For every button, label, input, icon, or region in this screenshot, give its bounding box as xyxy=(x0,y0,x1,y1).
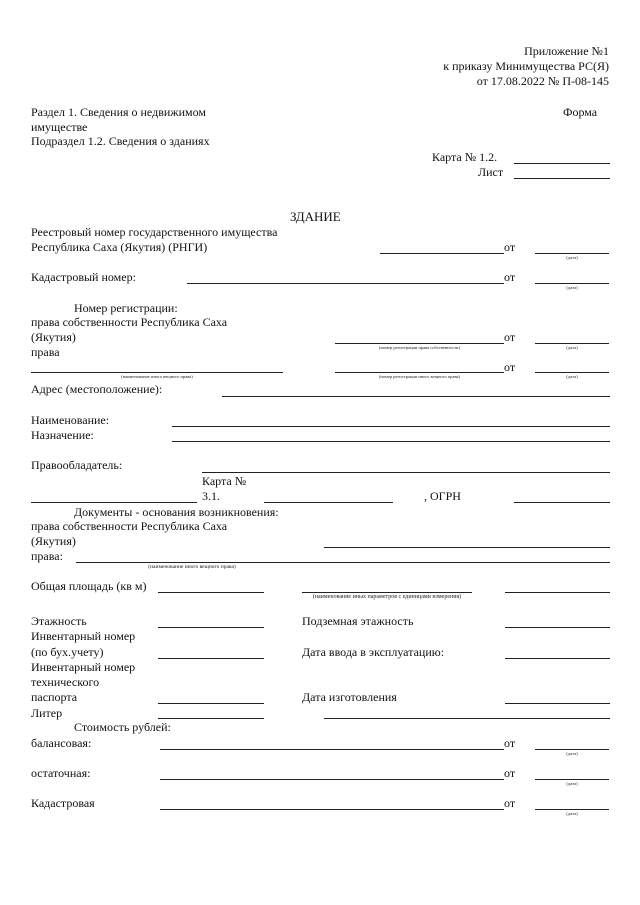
floors-field[interactable] xyxy=(158,627,264,628)
rngi-date-field[interactable] xyxy=(535,253,609,254)
residual-cost-ot: от xyxy=(504,766,516,780)
registration-heading: Номер регистрации: xyxy=(74,301,178,315)
residual-cost-date-caption: (дата) xyxy=(566,781,578,786)
commission-date-field[interactable] xyxy=(505,658,610,659)
other-right-name-caption: (наименование иного вещного права) xyxy=(121,374,193,379)
cadastral-number-field[interactable] xyxy=(187,283,504,284)
order-date: от 17.08.2022 № П-08-145 xyxy=(476,74,609,88)
cadastral-cost-date-field[interactable] xyxy=(535,809,609,810)
registration-right-label: права xyxy=(31,345,60,359)
inventory-number-label: Инвентарный номер xyxy=(31,629,136,643)
cadastral-date-field[interactable] xyxy=(535,283,609,284)
tech-passport-label: Инвентарный номер xyxy=(31,660,136,674)
underground-floors-field[interactable] xyxy=(505,627,610,628)
right-holder-field[interactable] xyxy=(202,472,610,473)
order-reference: к приказу Минимущества РС(Я) xyxy=(443,59,609,73)
documents-right-caption: (наименование иного вещного права) xyxy=(148,564,236,570)
tech-passport-label-end: паспорта xyxy=(31,690,78,704)
liter-label: Литер xyxy=(31,706,63,720)
rngi-label: Реестровый номер государственного имущества xyxy=(31,225,278,239)
ogrn-field[interactable] xyxy=(514,502,610,503)
holder-card-number: 3.1. xyxy=(202,489,220,503)
documents-ownership-label: права собственности Республика Саха xyxy=(31,519,228,533)
tech-passport-label-cont: технического xyxy=(31,675,100,689)
total-area-field[interactable] xyxy=(158,592,264,593)
name-label: Наименование: xyxy=(31,413,110,427)
other-params-caption: (наименование иных параметров с единицами измерения) xyxy=(312,594,462,600)
section-title-cont: имуществе xyxy=(31,120,88,134)
liter-field[interactable] xyxy=(158,718,264,719)
holder-card-field[interactable] xyxy=(264,502,393,503)
cost-heading: Стоимость рублей: xyxy=(74,720,171,734)
sheet-label: Лист xyxy=(478,165,504,179)
balance-cost-date-caption: (дата) xyxy=(566,751,578,756)
inventory-number-label-cont: (по бух.учету) xyxy=(31,645,104,659)
ownership-reg-number-field[interactable] xyxy=(335,343,504,344)
floors-label: Этажность xyxy=(31,614,87,628)
documents-right-label: права: xyxy=(31,549,63,563)
card-number-field[interactable] xyxy=(514,163,610,164)
rngi-field[interactable] xyxy=(380,253,504,254)
commission-date-label: Дата ввода в эксплуатацию: xyxy=(302,645,445,659)
underground-floors-label: Подземная этажность xyxy=(302,614,414,628)
cadastral-date-caption: (дата) xyxy=(566,285,578,290)
other-right-reg-caption: (номер регистрации иного вещного права) xyxy=(378,374,461,379)
rngi-date-caption: (дата) xyxy=(566,255,578,260)
other-right-ot: от xyxy=(504,360,516,374)
address-field[interactable] xyxy=(222,396,610,397)
cadastral-ot: от xyxy=(504,270,516,284)
other-right-name-field[interactable] xyxy=(31,372,283,373)
cadastral-cost-ot: от xyxy=(504,796,516,810)
purpose-label: Назначение: xyxy=(31,428,94,442)
ownership-date-field[interactable] xyxy=(535,343,609,344)
residual-cost-field[interactable] xyxy=(160,779,504,780)
cadastral-cost-field[interactable] xyxy=(160,809,504,810)
other-right-date-field[interactable] xyxy=(535,372,609,373)
other-params-value-field[interactable] xyxy=(505,592,610,593)
ownership-date-caption: (дата) xyxy=(566,345,578,350)
other-params-field[interactable] xyxy=(302,592,472,593)
residual-cost-label: остаточная: xyxy=(31,766,91,780)
rngi-ot: от xyxy=(504,240,516,254)
balance-cost-date-field[interactable] xyxy=(535,749,609,750)
form-label: Форма xyxy=(563,105,598,119)
liter-extra-field[interactable] xyxy=(324,718,610,719)
other-right-date-caption: (дата) xyxy=(566,374,578,379)
right-holder-label: Правообладатель: xyxy=(31,458,123,472)
cadastral-cost-date-caption: (дата) xyxy=(566,811,578,816)
residual-cost-date-field[interactable] xyxy=(535,779,609,780)
name-field[interactable] xyxy=(172,426,610,427)
ownership-ot: от xyxy=(504,330,516,344)
holder-card-label: Карта № xyxy=(202,474,247,488)
address-label: Адрес (местоположение): xyxy=(31,382,163,396)
document-title: ЗДАНИЕ xyxy=(290,209,341,224)
inventory-number-field[interactable] xyxy=(158,658,264,659)
cadastral-number-label: Кадастровый номер: xyxy=(31,270,136,284)
card-number-label: Карта № 1.2. xyxy=(432,150,498,164)
subsection-title: Подраздел 1.2. Сведения о зданиях xyxy=(31,134,210,148)
tech-passport-field[interactable] xyxy=(158,703,264,704)
cadastral-cost-label: Кадастровая xyxy=(31,796,95,810)
documents-heading: Документы - основания возникновения: xyxy=(74,505,279,519)
manufacture-date-label: Дата изготовления xyxy=(302,690,397,704)
holder-prefix-field[interactable] xyxy=(31,502,197,503)
balance-cost-field[interactable] xyxy=(160,749,504,750)
other-right-reg-field[interactable] xyxy=(335,372,504,373)
documents-ownership-label-cont: (Якутия) xyxy=(31,534,76,548)
documents-ownership-field[interactable] xyxy=(324,547,610,548)
balance-cost-label: балансовая: xyxy=(31,736,92,750)
registration-ownership-label: права собственности Республика Саха xyxy=(31,315,228,329)
sheet-field[interactable] xyxy=(514,178,610,179)
registration-ownership-label-cont: (Якутия) xyxy=(31,330,76,344)
ownership-reg-caption: (номер регистрации права собственности) xyxy=(379,345,460,350)
section-title: Раздел 1. Сведения о недвижимом xyxy=(31,105,206,119)
manufacture-date-field[interactable] xyxy=(505,703,610,704)
balance-cost-ot: от xyxy=(504,736,516,750)
documents-right-field[interactable] xyxy=(76,562,610,563)
total-area-label: Общая площадь (кв м) xyxy=(31,579,147,593)
rngi-label-cont: Республика Саха (Якутия) (РНГИ) xyxy=(31,240,208,254)
purpose-field[interactable] xyxy=(172,441,610,442)
appendix-label: Приложение №1 xyxy=(524,44,609,58)
ogrn-label: , ОГРН xyxy=(424,489,461,503)
